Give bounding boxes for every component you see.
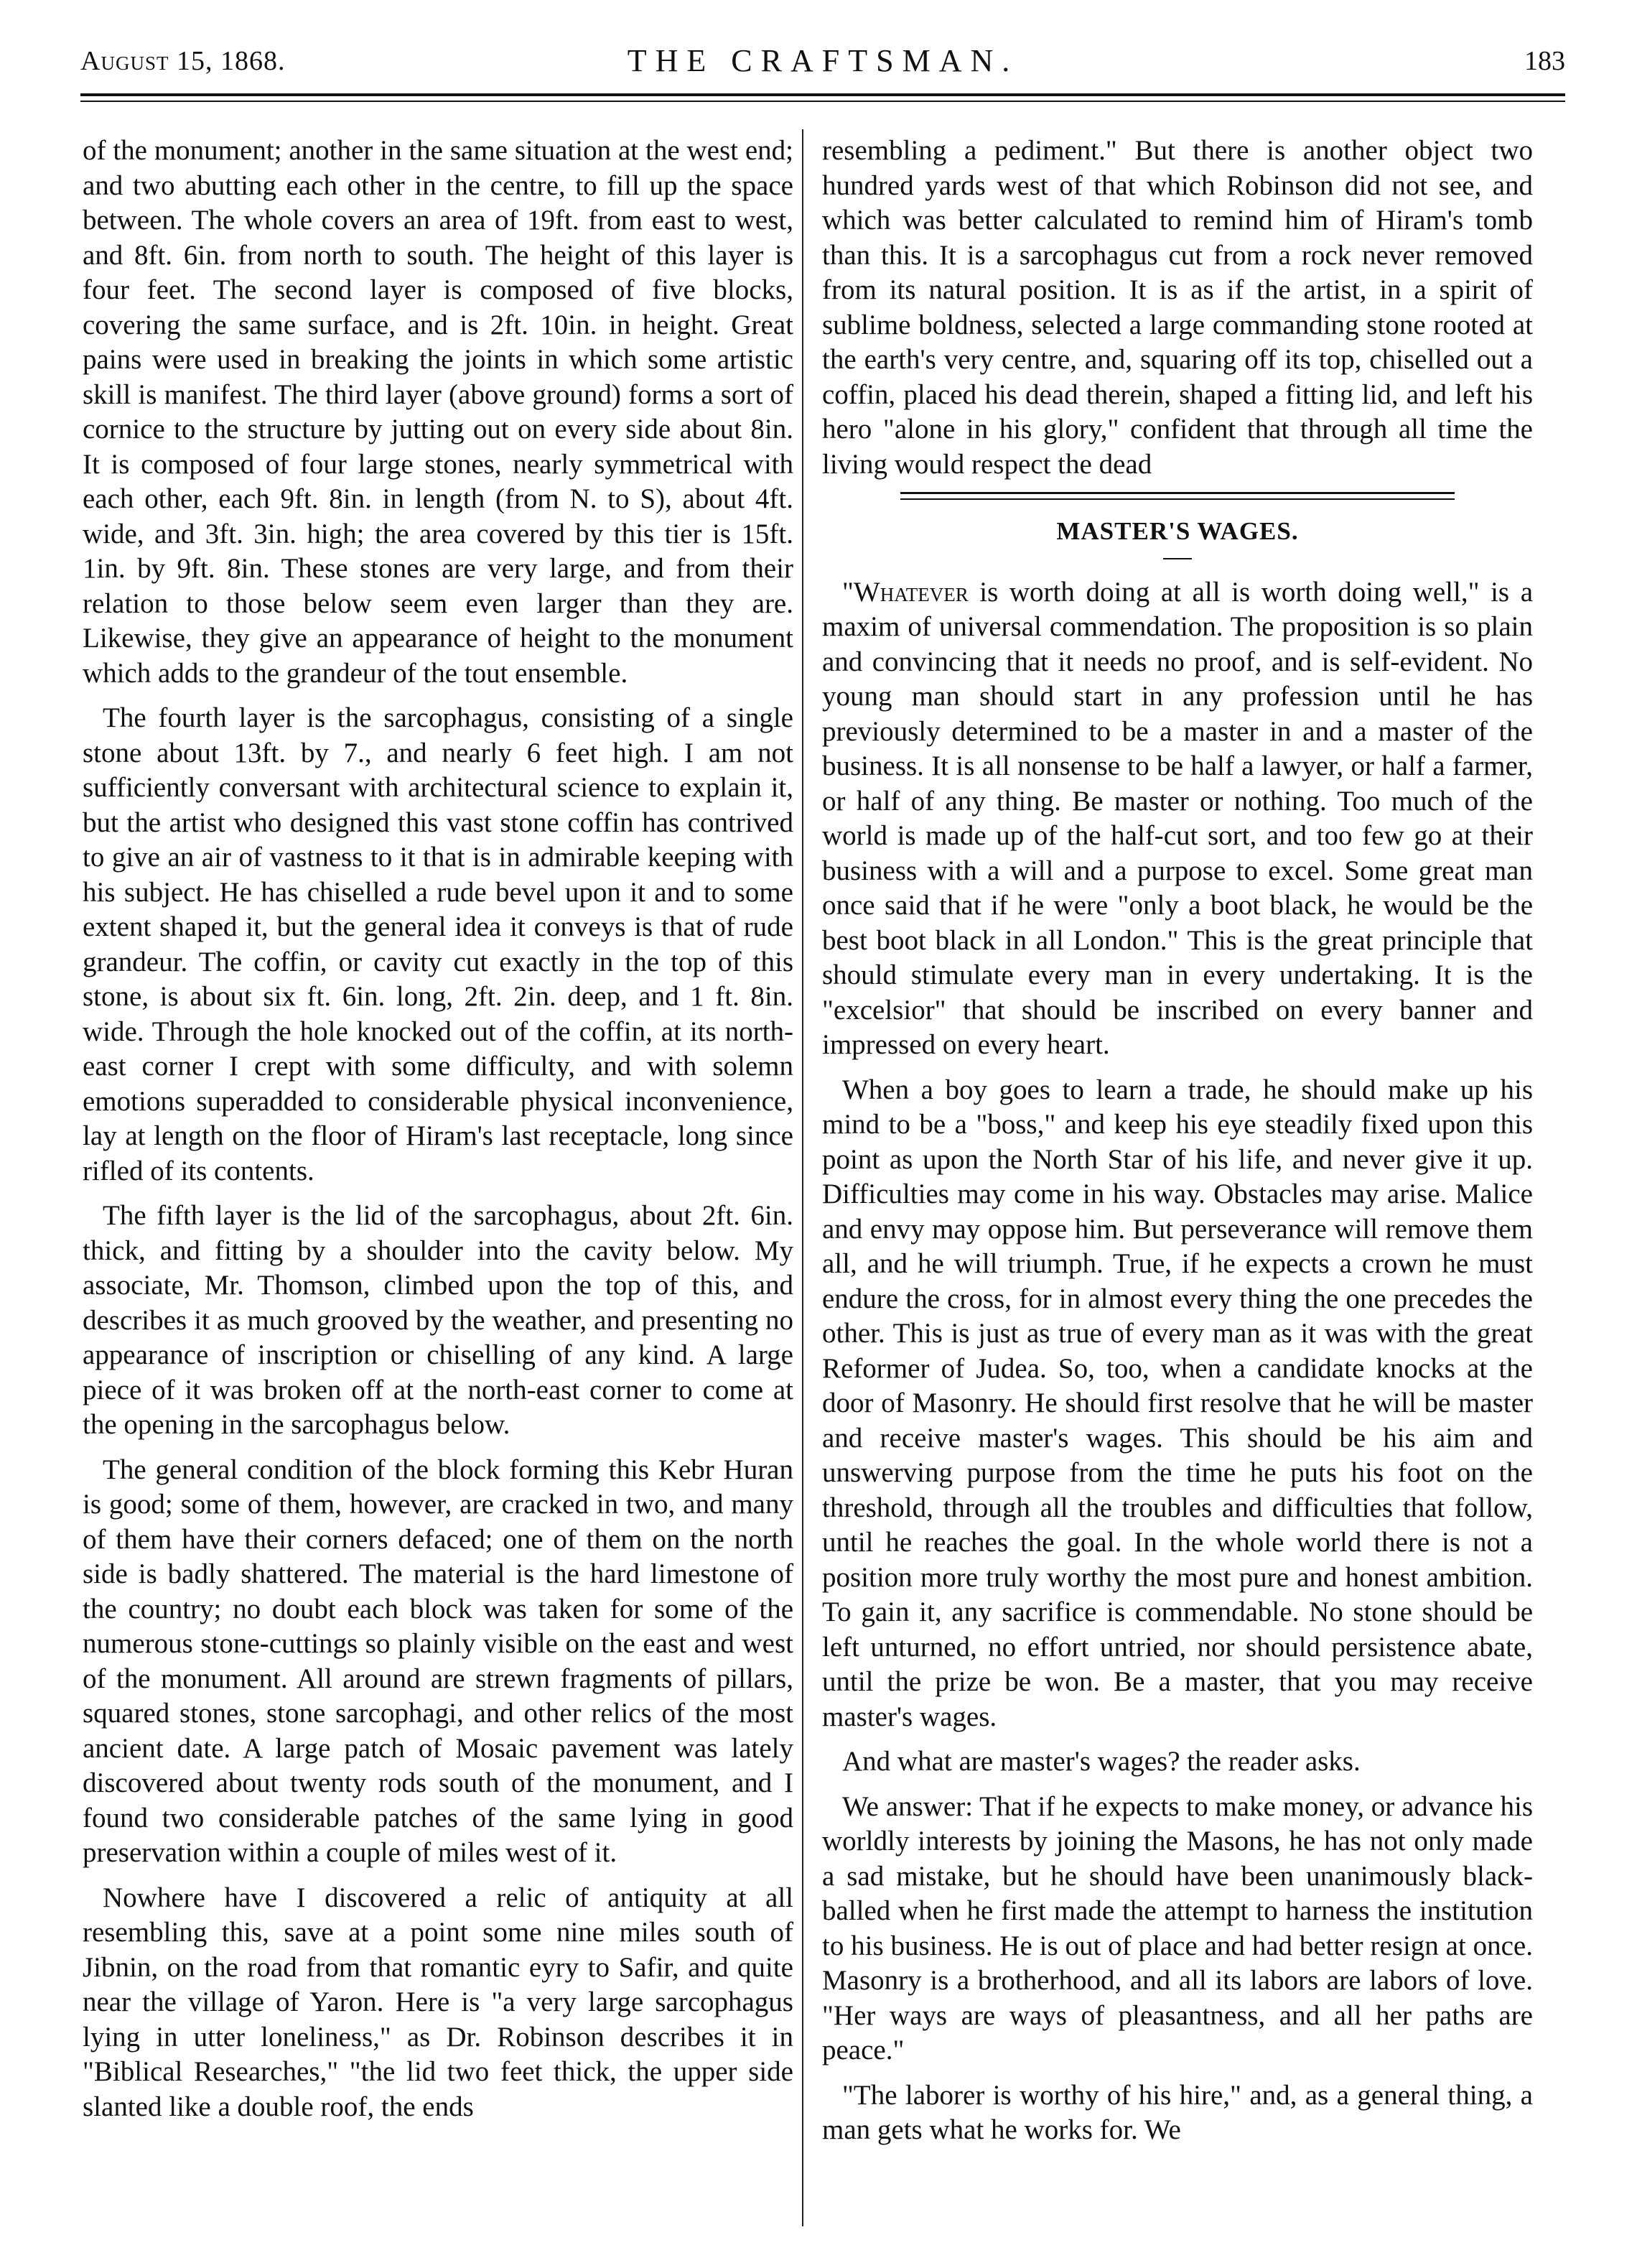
right-paragraph-4: We answer: That if he expects to make money, or advance his worldly interests by joining the Masons, he has not only made a sad mistake, but he should have been unanimously black-balled when he first made the attempt to harness the institution to his business. He is out of place and had better resign at once. Masonry is a brotherhood, and all its labors are labors of love. "Her ways are ways of pleasantness, and all her paths are peace." <box>822 1790 1533 2065</box>
left-column <box>83 134 793 2134</box>
header-rule-thick <box>80 93 1565 96</box>
right-column <box>822 134 1533 2158</box>
page-header <box>80 43 1565 86</box>
right-paragraph-2: When a boy goes to learn a trade, he should make up his mind to be a "boss," and keep his eye steadily fixed upon this point as upon the North Star of his life, and never give it up. Difficulties may come in his way. Obstacles may arise. Malice and envy may oppose him. But perseverance will remove them all, and he will triumph. True, if he expects a crown he must endure the cross, for in almost every thing the one precedes the other. This is just as true of every man as it was with the great Reformer of Judea. So, too, when a candidate knocks at the door of Masonry. He should first resolve that he will be master and receive master's wages. This should be his aim and unswerving purpose from the time he puts his foot on the threshold, through all the troubles and difficulties that follow, until he reaches the goal. In the whole world there is not a position more truly worthy the most pure and honest ambition. To gain it, any sacrifice is commendable. No stone should be left unturned, no effort untried, nor should persistence abate, until the prize be won. Be a master, that you may receive master's wages. <box>822 1074 1533 1732</box>
left-paragraph-1: of the monument; another in the same situation at the west end; and two abutting each other in the centre, to fill up the space between. The whole covers an area of 19ft. from east to west, and 8ft. 6in. from north to south. The height of this layer is four feet. The second layer is composed of five blocks, covering the same surface, and is 2ft. 10in. in height. Great pains were used in breaking the joints in which some artistic skill is manifest. The third layer (above ground) forms a sort of cornice to the structure by jutting out on every side about 8in. It is composed of four large stones, nearly symmetrical with each other, each 9ft. 8in. in length (from N. to S), about 4ft. wide, and 3ft. 3in. high; the area covered by this tier is 15ft. 1in. by 9ft. 8in. These stones are very large, and from their relation to those below seem even larger than they are. Likewise, they give an appearance of height to the monument which adds to the grandeur of the tout ensemble. <box>83 135 793 689</box>
section-heading: MASTER'S WAGES. <box>1056 517 1299 545</box>
right-paragraph-1 <box>822 575 1533 1063</box>
header-rule-thin <box>80 101 1565 102</box>
page-number: 183 <box>1524 46 1565 76</box>
issue-date: August 15, 1868. <box>80 46 286 76</box>
left-paragraph-5: Nowhere have I discovered a relic of antiquity at all resembling this, save at a point some nine miles south of Jibnin, on the road from that romantic eyry to Safir, and quite near the village of Yaron. Here is "a very large sarcophagus lying in utter loneliness," as Dr. Robinson describes it in "Biblical Researches," "the lid two feet thick, the upper side slanted like a double roof, the ends <box>83 1882 793 2122</box>
right-paragraph-5: "The laborer is worthy of his hire," and, as a general thing, a man gets what he works for. We <box>822 2079 1533 2145</box>
left-paragraph-2: The fourth layer is the sarcophagus, consisting of a single stone about 13ft. by 7., and nearly 6 feet high. I am not sufficiently conversant with architectural science to explain it, but the artist who designed this vast stone coffin has contrived to give an air of vastness to it that is in admirable keeping with his subject. He has chiselled a rude bevel upon it and to some extent shaped it, but the general idea it conveys is that of rude grandeur. The coffin, or cavity cut exactly in the top of this stone, is about six ft. 6in. long, 2ft. 2in. deep, and 1 ft. 8in. wide. Through the hole knocked out of the coffin, at its north-east corner I crept with some difficulty, and with solemn emotions superadded to considerable physical inconvenience, lay at length on the floor of Hiram's last receptacle, long since rifled of its contents. <box>83 702 793 1186</box>
column-divider <box>802 129 803 2226</box>
section-separator-rule <box>900 492 1455 500</box>
right-paragraph-3: And what are master's wages? the reader asks. <box>842 1746 1361 1777</box>
left-paragraph-3: The fifth layer is the lid of the sarcophagus, about 2ft. 6in. thick, and fitting by a shoulder into the cavity below. My associate, Mr. Thomson, climbed upon the top of this, and describes it as much grooved by the weather, and presenting no appearance of inscription or chiselling of any kind. A large piece of it was broken off at the north-east corner to come at the opening in the sarcophagus below. <box>83 1200 793 1440</box>
left-paragraph-4: The general condition of the block forming this Kebr Huran is good; some of them, however, are cracked in two, and many of them have their corners defaced; one of them on the north side is badly shattered. The material is the hard limestone of the country; no doubt each block was taken for some of the numerous stone-cuttings so plainly visible on the east and west of the monument. All around are strewn fragments of pillars, squared stones, stone sarcophagi, and other relics of the most ancient date. A large patch of Mosaic pavement was lately discovered about twenty rods south of the monument, and I found two considerable patches of the same lying in good preservation within a couple of miles west of it. <box>83 1454 793 1868</box>
right-intro-paragraph: resembling a pediment." But there is another object two hundred yards west of that which Robinson did not see, and which was better calculated to remind him of Hiram's tomb than this. It is a sarcophagus cut from a rock never removed from its natural position. It is as if the artist, in a spirit of sublime boldness, selected a large commanding stone rooted at the earth's very centre, and, squaring off its top, chiselled out a coffin, placed his dead therein, shaped a fitting lid, and left his hero "alone in his glory," confident that through all time the living would respect the dead <box>822 135 1533 480</box>
opening-smallcaps: "Whatever <box>842 576 969 608</box>
publication-title: THE CRAFTSMAN. <box>627 43 1019 78</box>
heading-underline <box>1163 558 1192 559</box>
right-paragraph-1-text: is worth doing at all is worth doing well," is a maxim of universal commendation. The proposition is so plain and convincing that it needs no proof, and is self-evident. No young man should start in any profession until he has previously determined to be a master in and a master of the business. It is all nonsense to be half a lawyer, or half a farmer, or half of any thing. Be master or nothing. Too much of the world is made up of the half-cut sort, and too few go at their business with a will and a purpose to excel. Some great man once said that if he were "only a boot black, he would be the best boot black in all London." This is the great principle that should stimulate every man in every undertaking. It is the "excelsior" that should be inscribed on every banner and impressed on every heart. <box>822 576 1533 1060</box>
